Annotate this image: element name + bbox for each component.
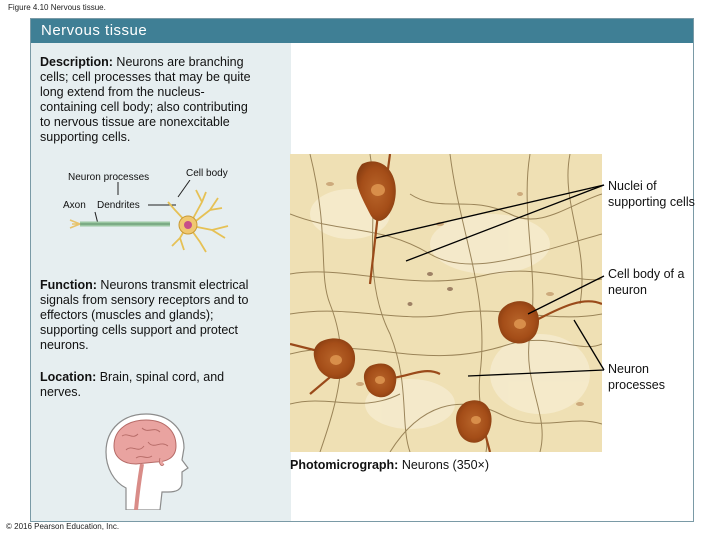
diagram-label-neuron-processes: Neuron processes: [68, 172, 150, 183]
location-body: Brain, spinal cord, and nerves.: [40, 370, 225, 399]
header-bar: [31, 19, 693, 43]
photomicrograph-caption: [290, 458, 489, 472]
header-title: Nervous tissue: [41, 22, 148, 39]
diagram-label-dendrites: Dendrites: [97, 200, 140, 211]
diagram-label-axon: Axon: [63, 200, 86, 211]
figure-caption: Figure 4.10 Nervous tissue.: [8, 3, 106, 12]
photomicrograph: [290, 154, 602, 452]
label-cell-body-neuron: Cell body of a neuron: [608, 267, 685, 297]
photo-caption-label: Photomicrograph:: [290, 458, 399, 472]
copyright-notice: © 2016 Pearson Education, Inc.: [6, 522, 120, 531]
description-body: Neurons are branching cells; cell processes that may be quite long extend from the nucleus-containing cell body; also contributing to nervous tissue are nonexcitable supporting cells.: [40, 55, 251, 144]
label-neuron-processes: Neuron processes: [608, 362, 665, 392]
label-nuclei-supporting-cells: Nuclei of supporting cells: [608, 179, 695, 209]
location-text: [40, 370, 230, 400]
description-label: Description:: [40, 55, 113, 69]
diagram-label-cell-body: Cell body: [186, 168, 228, 179]
function-label: Function:: [40, 278, 97, 292]
location-label: Location:: [40, 370, 97, 384]
photo-caption-body: Neurons (350×): [398, 458, 490, 472]
neuron-diagram: [60, 180, 250, 255]
brain-head-illustration: [96, 410, 191, 510]
photomicrograph-image: [290, 154, 602, 452]
function-body: Neurons transmit electrical signals from sensory receptors and to effectors (muscles and glands); supporting cells support and protect neurons.: [40, 278, 249, 352]
function-text: [40, 278, 260, 353]
description-text: [40, 55, 255, 145]
